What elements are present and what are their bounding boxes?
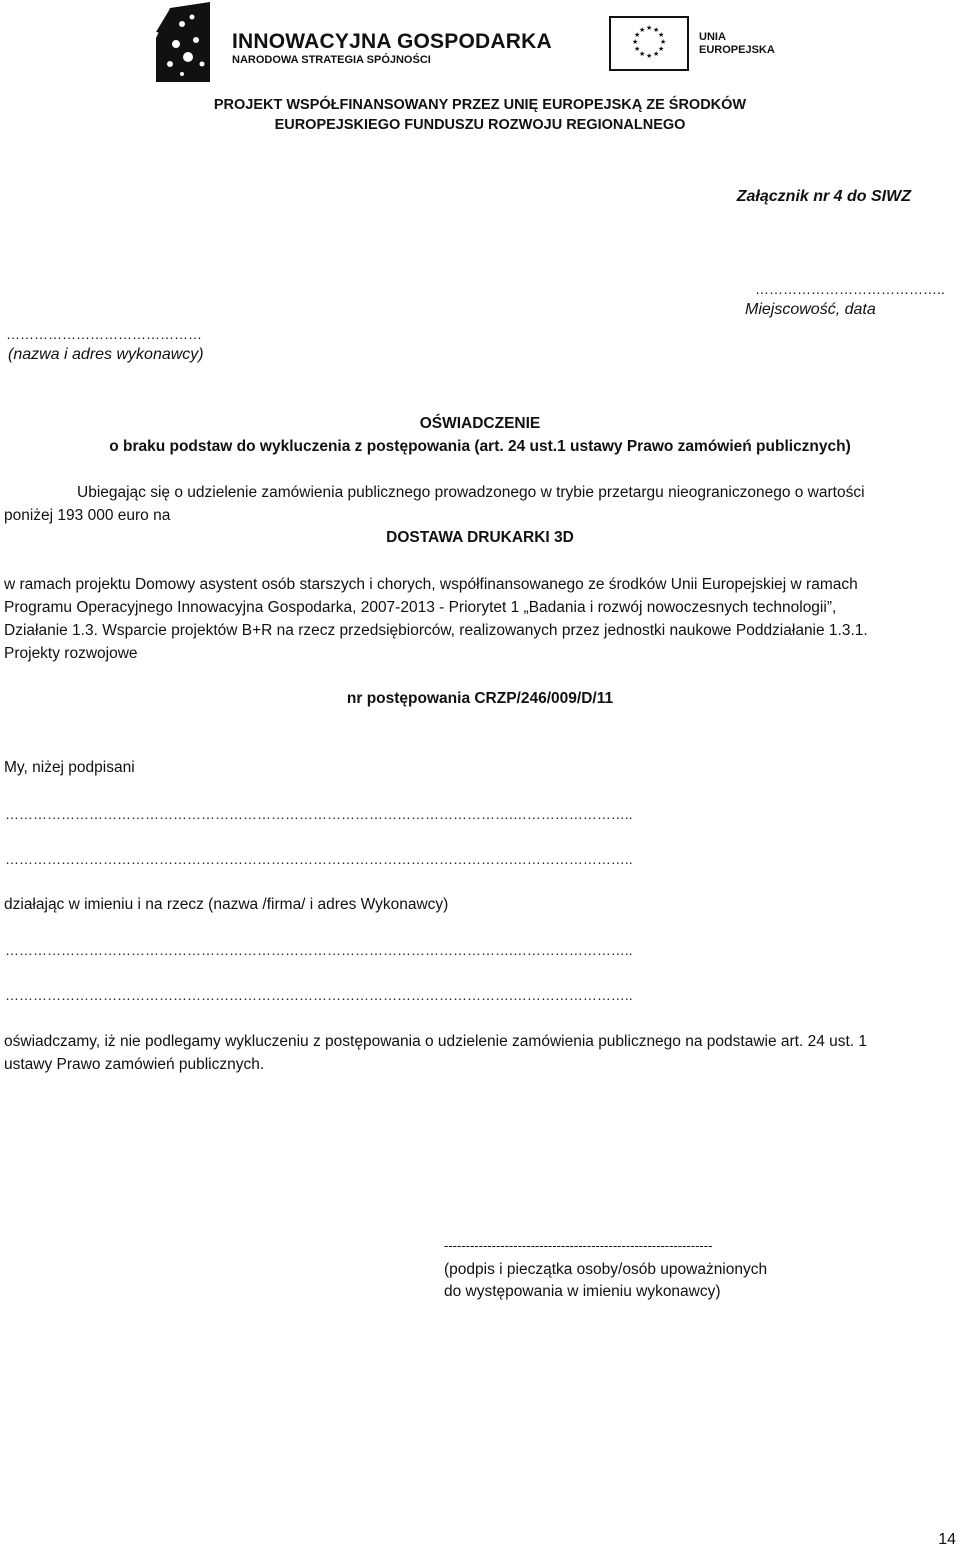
ig-logo-title: INNOWACYJNA GOSPODARKA [232,30,552,53]
declaration-subtitle: o braku podstaw do wykluczenia z postępowania (art. 24 ust.1 ustawy Prawo zamówień publicznych) [109,438,851,455]
svg-text:★: ★ [646,24,653,32]
signature-line: -------------------------------------------------------------- [444,1238,713,1253]
project-paragraph-line2: Programu Operacyjnego Innowacyjna Gospodarka, 2007-2013 - Priorytet 1 „Badania i rozwój nowoczesnych technologii”, [4,599,837,616]
attachment-label: Załącznik nr 4 do SIWZ [736,188,911,205]
eu-flag-logo [609,16,689,71]
svg-text:★: ★ [653,50,660,58]
signers-dots-1: ……………………………………………………………………………………………….…………………….. [5,806,633,822]
ig-logo-subtitle: NARODOWA STRATEGIA SPÓJNOŚCI [232,54,431,66]
svg-text:★: ★ [632,38,639,46]
intro-line2: poniżej 193 000 euro na [4,507,171,524]
place-date-label: Miejscowość, data [745,301,876,318]
signature-label-line1: (podpis i pieczątka osoby/osób upoważnionych [444,1261,768,1278]
eu-logo-text [699,31,775,57]
declaration-line1: oświadczamy, iż nie podlegamy wykluczeniu z postępowania o udzielenie zamówienia publicznego na podstawie art. 24 ust. 1 [4,1033,868,1050]
svg-text:★: ★ [653,26,660,34]
company-dots-1: ……………………………………………………………………………………………….…………………….. [5,942,633,958]
svg-text:★: ★ [639,26,646,34]
contractor-dots: …………………………………… [6,326,202,342]
eu-logo-line2: EUROPEJSKA [699,44,775,56]
signers-dots-2: ……………………………………………………………………………………………….…………………….. [5,851,633,867]
signed-label: My, niżej podpisani [4,759,135,776]
company-dots-2: ……………………………………………………………………………………………….…………………….. [5,987,633,1003]
svg-text:★: ★ [658,45,665,53]
svg-text:★: ★ [634,31,641,39]
contractor-label: (nazwa i adres wykonawcy) [8,346,204,363]
svg-text:★: ★ [639,50,646,58]
eu-logo-line1: UNIA [699,31,726,43]
svg-text:★: ★ [634,45,641,53]
order-subject: DOSTAWA DRUKARKI 3D [386,529,574,546]
intro-line1: Ubiegając się o udzielenie zamówienia publicznego prowadzonego w trybie przetargu nieograniczonego o wartości [77,484,865,501]
project-paragraph-line4: Projekty rozwojowe [4,645,138,662]
place-date-dots: ………………………………….. [755,281,945,297]
project-paragraph-line1: w ramach projektu Domowy asystent osób starszych i chorych, współfinansowanego ze środków Unii Europejskiej w ramach [4,576,858,593]
project-paragraph-line3: Działanie 1.3. Wsparcie projektów B+R na rzecz przedsiębiorców, realizowanych przez jednostki naukowe Poddziałanie 1.3.1. [4,622,868,639]
procedure-number: nr postępowania CRZP/246/009/D/11 [346,690,614,707]
svg-text:★: ★ [658,31,665,39]
declaration-title: OŚWIADCZENIE [419,415,541,432]
svg-text:★: ★ [660,38,667,46]
eu-stars-icon [611,18,687,69]
svg-text:★: ★ [646,52,653,60]
signature-label-line2: do występowania w imieniu wykonawcy) [444,1283,721,1300]
project-cofinancing-line1: PROJEKT WSPÓŁFINANSOWANY PRZEZ UNIĘ EUROPEJSKĄ ZE ŚRODKÓW [213,97,747,113]
innowacyjna-gospodarka-logo-mark [152,2,214,82]
page-number: 14 [938,1531,956,1548]
declaration-line2: ustawy Prawo zamówień publicznych. [4,1056,265,1073]
acting-label: działając w imieniu i na rzecz (nazwa /firma/ i adres Wykonawcy) [4,896,449,913]
project-cofinancing-line2: EUROPEJSKIEGO FUNDUSZU ROZWOJU REGIONALNEGO [274,117,686,133]
